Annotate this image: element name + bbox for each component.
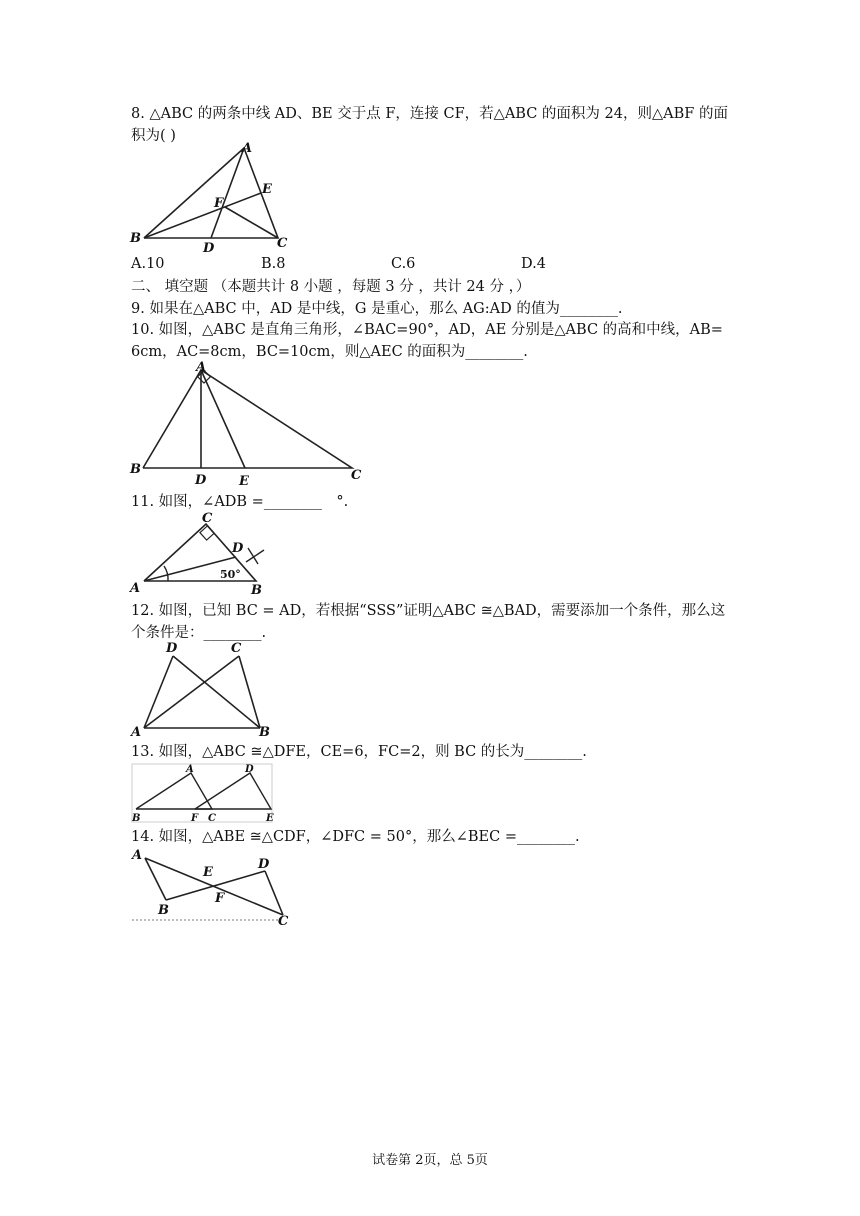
q10-figure (128, 360, 368, 488)
q14-label-b: B (158, 903, 169, 918)
q11-arc-a (164, 566, 168, 581)
q8-label-b: B (130, 231, 141, 246)
q12-label-b: B (259, 725, 270, 740)
q13-label-a: A (186, 764, 194, 775)
q12-figure (128, 636, 278, 741)
q8-option-b: B.8 (261, 256, 286, 272)
q11-label-b: B (251, 583, 262, 598)
q10-label-a: A (196, 360, 207, 375)
section-heading: 二、 填空题 （本题共计 8 小题 ，每题 3 分 ，共计 24 分 ，） (131, 279, 531, 295)
q8-label-a: A (242, 141, 253, 156)
q12-segment-bc (239, 656, 260, 728)
q13-triangle-abc (136, 773, 212, 809)
q8-option-a: A.10 (131, 256, 165, 272)
q14-label-a: A (132, 848, 143, 863)
q8-label-e: E (262, 182, 272, 197)
q8-text-line1: 8. △ABC 的两条中线 AD、BE 交于点 F，连接 CF，若△ABC 的面积为 24，则△ABF 的面 (131, 106, 728, 122)
q14-figure (128, 845, 303, 930)
q14-text: 14. 如图，△ABE ≅△CDF，∠DFC = 50°，那么∠BEC =________. (131, 829, 580, 845)
q12-label-c: C (231, 641, 242, 656)
q12-label-a: A (131, 725, 142, 740)
q10-label-d: D (195, 473, 207, 488)
q10-text-line1: 10. 如图，△ABC 是直角三角形，∠BAC=90°，AD，AE 分别是△ABC 的高和中线，AB= (131, 322, 723, 338)
q10-label-e: E (239, 474, 249, 489)
q8-triangle (144, 148, 278, 238)
q13-label-b: B (132, 813, 141, 824)
q11-label-c: C (202, 511, 213, 526)
q14-segment-ab (145, 858, 166, 900)
q11-text: 11. 如图，∠ADB =________ °. (131, 494, 349, 510)
q13-label-c: C (208, 813, 216, 824)
q14-label-e: E (203, 865, 213, 880)
q11-figure (128, 508, 278, 598)
q8-label-c: C (277, 236, 288, 251)
q11-label-a: A (130, 581, 141, 596)
q8-median-be (144, 193, 261, 238)
q8-option-c: C.6 (391, 256, 416, 272)
q8-option-d: D.4 (521, 256, 546, 272)
q8-text-line2: 积为( ) (131, 128, 176, 144)
q13-label-f: F (191, 813, 199, 824)
q13-label-d: D (245, 764, 254, 775)
q12-text-line1: 12. 如图，已知 BC = AD，若根据“SSS”证明△ABC ≅△BAD，需要添加一个条件，那么这 (131, 603, 726, 619)
q11-label-d: D (232, 541, 244, 556)
q13-triangle-dfe (195, 773, 271, 809)
q13-text: 13. 如图，△ABC ≅△DFE，CE=6，FC=2，则 BC 的长为________. (131, 744, 587, 760)
q12-text-line2: 个条件是：________. (131, 625, 267, 641)
page-footer: 试卷第 2页，总 5页 (372, 1153, 488, 1168)
q13-figure (130, 760, 280, 824)
q8-label-d: D (203, 241, 215, 256)
q11-angle-label: 50° (220, 568, 241, 581)
q9-text: 9. 如果在△ABC 中，AD 是中线，G 是重心，那么 AG:AD 的值为________. (131, 301, 623, 317)
q14-label-c: C (278, 914, 289, 929)
q10-triangle (143, 370, 352, 468)
q13-label-e: E (266, 813, 274, 824)
q10-text-line2: 6cm，AC=8cm，BC=10cm，则△AEC 的面积为________. (131, 344, 528, 360)
q8-figure (128, 140, 298, 255)
q14-label-d: D (258, 857, 270, 872)
q8-segment-cf (225, 207, 278, 238)
q8-median-ad (211, 148, 244, 238)
q8-label-f: F (214, 196, 224, 211)
q11-arc-cross-1 (248, 548, 258, 564)
q14-label-f: F (215, 891, 225, 906)
q12-label-d: D (166, 641, 178, 656)
q10-label-c: C (351, 468, 362, 483)
q10-label-b: B (130, 462, 141, 477)
q12-segment-bd (173, 656, 260, 728)
